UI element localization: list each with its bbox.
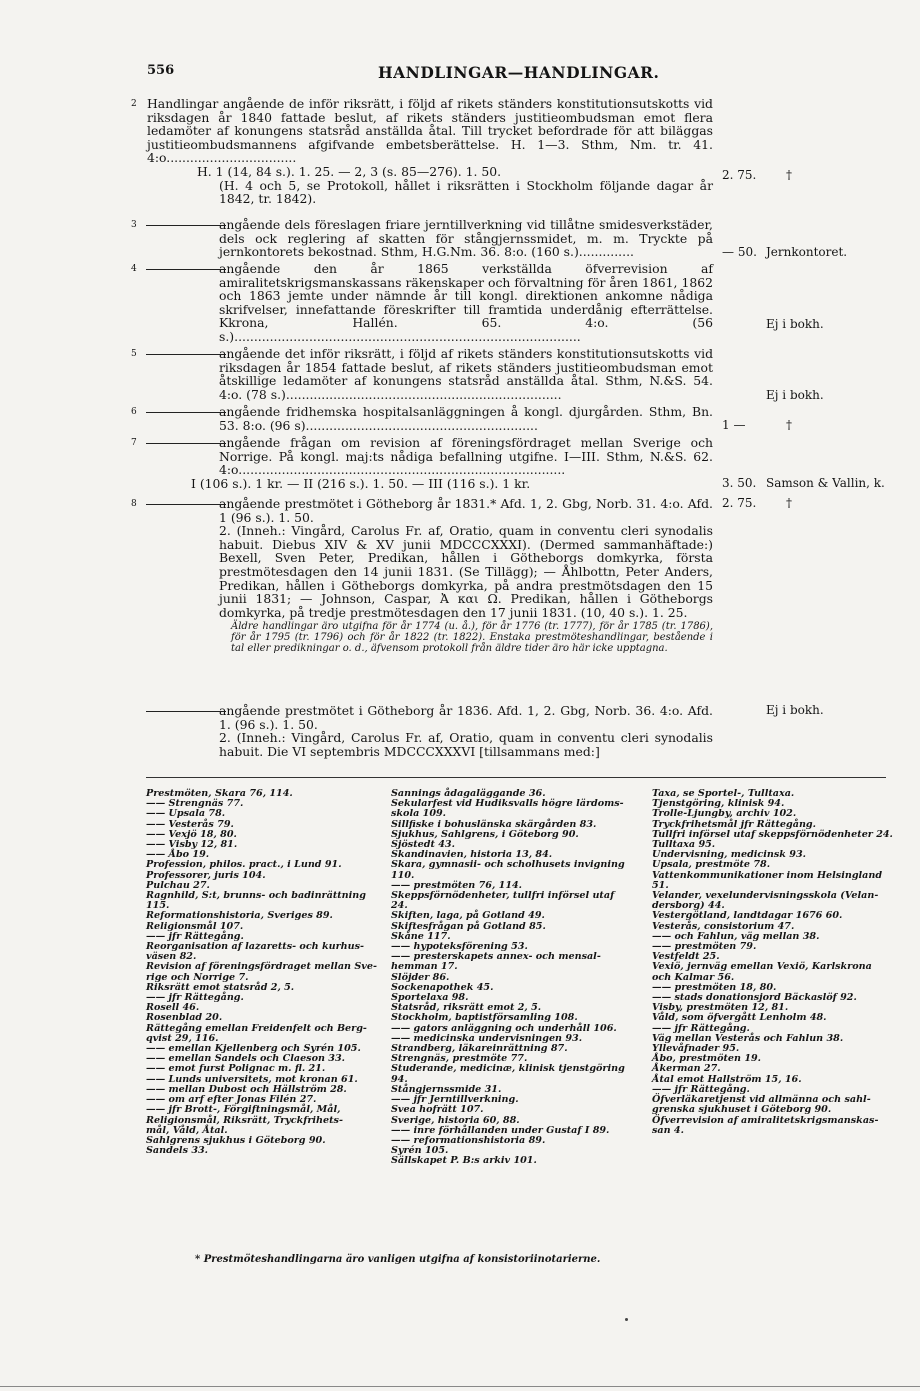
index-entry: Visby, prestmöten 12, 81.	[652, 1002, 789, 1014]
index-entry: Väg mellan Vesterås och Fahlun 38.	[652, 1032, 844, 1044]
entry-6	[131, 405, 886, 435]
index-entry: Skandinavien, historia 13, 84.	[391, 849, 553, 861]
entry-price: 2. 75.	[722, 168, 757, 182]
index-entry: Tulltaxa 95.	[652, 839, 716, 851]
index-entry: —— om arf efter Jonas Filén 27.	[146, 1094, 317, 1106]
index-entry: väsen 82.	[146, 951, 197, 963]
index-entry: dersborg) 44.	[652, 900, 725, 912]
entry-dealer: Ej i bokh.	[766, 317, 824, 331]
index-entry: hemman 17.	[391, 961, 458, 973]
index-entry: qvist 29, 116.	[146, 1032, 219, 1044]
index-entry: —— jfr Brott-, Förgiftningsmål, Mål,	[146, 1104, 341, 1116]
index-entry: Profession, philos. pract., i Lund 91.	[146, 859, 342, 871]
ditto-dash	[146, 412, 226, 413]
index-entry: —— jfr Rättegång.	[652, 1022, 750, 1034]
index-entry: —— emellan Kjellenberg och Syrén 105.	[146, 1043, 361, 1055]
index-entry: Studerande, medicinæ, klinisk tjenstgöring	[391, 1063, 625, 1075]
running-head: HANDLINGAR—HANDLINGAR.	[378, 63, 660, 82]
index-entry: Vattenkommunikationer inom Helsingland	[652, 869, 883, 881]
index-entry: Sahlgrens sjukhus i Göteborg 90.	[146, 1134, 326, 1146]
index-entry: —— prestmöten 79.	[652, 941, 757, 953]
entry-number: 5	[131, 349, 137, 359]
index-entry: —— Vesterås 79.	[146, 818, 234, 830]
index-entry: —— emellan Sandels och Claeson 33.	[146, 1053, 345, 1065]
index-entry: mål, Våld, Åtal.	[146, 1124, 228, 1136]
entry-price: 1 —	[722, 418, 746, 432]
index-entry: —— jfr Rättegång.	[146, 930, 244, 942]
footnote: * Prestmöteshandlingarna äro vanligen utgifna af konsistoriinotarierne.	[195, 1254, 601, 1265]
entry-sub-note: (H. 4 och 5, se Protokoll, hållet i riksrätten i Stockholm följande dagar år 1842, tr. 1842).	[219, 177, 713, 207]
index-entry: Riksrätt emot statsråd 2, 5.	[146, 981, 295, 993]
entry-dealer: Ej i bokh.	[766, 703, 824, 717]
index-entry: Syrén 105.	[391, 1145, 449, 1157]
index-entry: —— hypoteksförening 53.	[391, 941, 528, 953]
index-entry: —— jfr Rättegång.	[652, 1083, 750, 1095]
index-entry: 115.	[146, 900, 170, 912]
index-entry: Statsråd, riksrätt emot 2, 5.	[391, 1002, 542, 1014]
index-entry: Sverige, historia 60, 88.	[391, 1114, 520, 1126]
entry-sub: I (106 s.). 1 kr. — II (216 s.). 1. 50. — III (116 s.). 1 kr.	[191, 475, 531, 491]
index-entry: Reformationshistoria, Sveriges 89.	[146, 910, 333, 922]
index-entry: Skiften, laga, på Gotland 49.	[391, 910, 545, 922]
index-entry: Stockholm, baptistförsamling 108.	[391, 1012, 578, 1024]
entry-5	[131, 347, 886, 404]
index-entry: —— Upsala 78.	[146, 808, 226, 820]
index-entry: Reorganisation af lazaretts- och kurhus-	[146, 941, 365, 953]
page-edge	[0, 1386, 920, 1387]
ditto-dash	[146, 443, 226, 444]
entry-number: 6	[131, 407, 137, 417]
entry-note: Äldre handlingar äro utgifna för år 1774 (u. å.), för år 1776 (tr. 1777), för år 1785 (tr. 1786), för år 1795 (tr. 1796) och för år 1822 (tr. 1822). Enstaka prestmöteshandlingar, bestående i tal eller predikningar o. d., äfvensom protokoll från äldre tider äro här icke upptagna.	[231, 621, 713, 655]
index-entry: Upsala, prestmöte 78.	[652, 859, 771, 871]
index-entry: Slöjder 86.	[391, 971, 450, 983]
index-entry: Religionsmål 107.	[146, 920, 244, 932]
ditto-dash	[146, 711, 226, 712]
index-entry: Vestergötland, landtdagar 1676 60.	[652, 910, 843, 922]
index-entry: Svea hofrätt 107.	[391, 1104, 484, 1116]
index-entry: Ragnhild, S:t, brunns- och badinrättning	[146, 890, 366, 902]
index-entry: Skeppsförnödenheter, tullfri införsel utaf	[391, 890, 615, 902]
index-entry: Trolle-Ljungby, archiv 102.	[652, 808, 797, 820]
index-entry: —— gators anläggning och underhåll 106.	[391, 1022, 617, 1034]
index-entry: Åbo, prestmöten 19.	[652, 1053, 762, 1065]
index-entry: Sjöstedt 43.	[391, 839, 455, 851]
index-entry: 24.	[391, 900, 408, 912]
entry-dealer: †	[786, 168, 792, 182]
entry-4	[131, 262, 886, 346]
entry-dealer: Jernkontoret.	[766, 245, 848, 259]
index-entry: —— och Fahlun, väg mellan 38.	[652, 930, 820, 942]
ditto-dash	[146, 354, 226, 355]
entry-text: angående frågan om revision af föreningsfördraget mellan Sverige och Norrige. På kongl. maj:ts nådiga befallning utgifne. I—III. Sthm, N.&S. 62. 4:o...................................................................................	[219, 435, 713, 478]
entry-3	[131, 218, 886, 261]
ditto-dash	[146, 269, 226, 270]
index-entry: Tjenstgöring, klinisk 94.	[652, 798, 785, 810]
entry-dealer: Samson & Vallin, k.	[766, 476, 885, 490]
index-entry: —— reformationshistoria 89.	[391, 1134, 546, 1146]
entry-sub: 2. (Inneh.: Vingård, Carolus Fr. af, Oratio, quam in conventu cleri synodalis habuit. Diebus XIV & XV junii MDCCCXXXI). (Dermed sammanhäftade:) Bexell, Sven Peter, Predikan, hållen i Götheborgs domkyrka, första prestmötesdagen den 14 junii 1831. (Se Tillägg); — Åhlbottn, Peter Anders, Predikan, hållen i Götheborgs domkyrka, på andra prestmötsdagen den 15 junii 1831; — Johnson, Caspar, Ἀ και Ω. Predikan, hållen i Götheborgs domkyrka, på tredje prestmötesdagen den 17 junii 1831. (10, 40 s.). 1. 25.	[219, 523, 713, 620]
index-entry: —— inre förhållanden under Gustaf I 89.	[391, 1124, 610, 1136]
index-entry: Sällskapet P. B:s arkiv 101.	[391, 1155, 537, 1167]
index-entry: Skiftesfrågan på Gotland 85.	[391, 920, 546, 932]
index-entry: 110.	[391, 869, 415, 881]
index-entry: Skåne 117.	[391, 930, 451, 942]
index-entry: Strandberg, läkareinrättning 87.	[391, 1043, 568, 1055]
entry-8	[131, 497, 886, 703]
index-entry: —— Visby 12, 81.	[146, 839, 238, 851]
index-entry: —— prestmöten 76, 114.	[391, 879, 523, 891]
index-entry: Vestfeldt 25.	[652, 951, 720, 963]
entry-text: angående prestmötet i Götheborg år 1831.* Afd. 1, 2. Gbg, Norb. 31. 4:o. Afd. 1 (96 s.). 1. 50.	[219, 496, 713, 525]
index-column-1	[146, 789, 382, 1156]
index-entry: Taxa, se Sportel-, Tulltaxa.	[652, 788, 795, 799]
entry-number: 7	[131, 438, 137, 448]
page-number: 556	[147, 63, 175, 78]
index-entry: san 4.	[652, 1124, 684, 1136]
index-entry: —— Åbo 19.	[146, 849, 210, 861]
index-entry: Rosell 46.	[146, 1002, 200, 1014]
index-entry: Professorer, juris 104.	[146, 869, 266, 881]
entry-text: angående dels föreslagen friare jerntillverkning vid tillåtne smidesverkstäder, dels ock reglering af skatten för stångjernssmidet, m. m. Tryckte på jernkontorets bekostnad. Sthm, H.G.Nm. 36. 8:o. (160 s.)..............	[219, 217, 713, 260]
entry-price: — 50.	[722, 245, 757, 259]
index-column-2	[391, 789, 641, 1167]
index-entry: Tullfri införsel utaf skeppsförnödenheter 24.	[652, 828, 893, 840]
entry-sub: 2. (Inneh.: Vingård, Carolus Fr. af, Oratio, quam in conventu cleri synodalis habuit. Die VI septembris MDCCCXXXVI [tillsammans med:]	[219, 730, 713, 759]
index-entry: Yllevåfnader 95.	[652, 1043, 740, 1055]
index-entry: —— stads donationsjord Bäckaslöf 92.	[652, 992, 857, 1004]
entry-sub: H. 1 (14, 84 s.). 1. 25. — 2, 3 (s. 85—276). 1. 50.	[197, 163, 502, 179]
index-entry: Sportelaxa 98.	[391, 992, 469, 1004]
index-entry: —— Lunds universitets, mot kronan 61.	[146, 1073, 358, 1085]
entry-dealer: †	[786, 418, 792, 432]
index-entry: skola 109.	[391, 808, 447, 820]
print-speck	[625, 1318, 628, 1321]
index-entry: —— emot furst Polignac m. fl. 21.	[146, 1063, 326, 1075]
index-entry: Revision af föreningsfördraget mellan Sve-	[146, 961, 377, 973]
index-entry: Våld, som öfvergått Lenholm 48.	[652, 1012, 827, 1024]
entry-text: angående det inför riksrätt, i följd af rikets ständers konstitutionsutskotts vid riksdagen år 1854 fattade beslut, af rikets ständers justitieombudsman emot åtskillige ledamöter af konungens statsråd anställda åtal. Sthm, N.&S. 54. 4:o. (78 s.)......................................................................	[219, 346, 713, 402]
index-entry: —— mellan Dubost och Hällström 28.	[146, 1083, 347, 1095]
index-entry: Vesterås, consistorium 47.	[652, 920, 795, 932]
entry-dealer: †	[786, 496, 792, 510]
index-entry: Vexiö, jernväg emellan Vexiö, Karlskrona	[652, 961, 872, 973]
index-entry: Sannings ådagaläggande 36.	[391, 788, 546, 799]
index-entry: —— jfr Rättegång.	[146, 992, 244, 1004]
ditto-dash	[146, 225, 226, 226]
index-entry: rige och Norrige 7.	[146, 971, 249, 983]
entry-number: 8	[131, 499, 137, 509]
entry-2	[131, 97, 886, 217]
entry-9	[131, 704, 886, 764]
entry-text: angående prestmötet i Götheborg år 1836. Afd. 1, 2. Gbg, Norb. 36. 4:o. Afd. 1. (96 s.). 1. 50.	[219, 703, 713, 732]
index-entry: Skara, gymnasii- och scholhusets invigning	[391, 859, 625, 871]
bibliography-entries	[131, 97, 886, 765]
entry-number: 4	[131, 264, 137, 274]
index-entry: Åkerman 27.	[652, 1063, 721, 1075]
entry-7	[131, 436, 886, 496]
ditto-dash	[146, 504, 226, 505]
index-entry: —— prestmöten 18, 80.	[652, 981, 777, 993]
index-entry: Sjukhus, Sahlgrens, i Göteborg 90.	[391, 828, 579, 840]
entry-price: 3. 50.	[722, 476, 757, 490]
index-entry: —— presterskapets annex- och mensal-	[391, 951, 601, 963]
index-entry: —— jfr Jerntillverkning.	[391, 1094, 519, 1106]
index-entry: Strengnäs, prestmöte 77.	[391, 1053, 528, 1065]
index-entry: Prestmöten, Skara 76, 114.	[146, 788, 293, 799]
index-divider	[146, 777, 886, 778]
entry-number: 2	[131, 99, 137, 109]
index-entry: 51.	[652, 879, 669, 891]
index-entry: Sekularfest vid Hudiksvalls högre lärdoms-	[391, 798, 624, 810]
index-entry: —— medicinska undervisningen 93.	[391, 1032, 583, 1044]
entry-price: 2. 75.	[722, 496, 757, 510]
index-entry: Sillfiske i bohuslänska skärgården 83.	[391, 818, 597, 830]
entry-text: angående fridhemska hospitalsanläggningen å kongl. djurgården. Sthm, Bn. 53. 8:o. (96 s)...........................................................	[219, 404, 713, 433]
index-entry: —— Strengnäs 77.	[146, 798, 244, 810]
index-entry: Stångjernssmide 31.	[391, 1083, 502, 1095]
entry-number: 3	[131, 220, 137, 230]
index-entry: Sockenapothek 45.	[391, 981, 494, 993]
index-entry: Sandels 33.	[146, 1145, 209, 1157]
index-entry: Öfverrevision af amiralitetskrigsmanskas-	[652, 1114, 879, 1126]
index-entry: Velander, vexelundervisningsskola (Velan-	[652, 890, 879, 902]
index-entry: Undervisning, medicinsk 93.	[652, 849, 806, 861]
index-entry: Rättegång emellan Freidenfelt och Berg-	[146, 1022, 367, 1034]
index-entry: Religionsmål, Riksrätt, Tryckfrihets-	[146, 1114, 343, 1126]
index-entry: Rosenblad 20.	[146, 1012, 223, 1024]
entry-dealer: Ej i bokh.	[766, 388, 824, 402]
index-entry: Åtal emot Hallström 15, 16.	[652, 1073, 802, 1085]
entry-text: Handlingar angående de inför riksrätt, i följd af rikets ständers konstitutionsutskotts vid riksdagen år 1840 fattade beslut, af rikets ständers justitieombudsman emot flera ledamöter af konungens statsråd anställda åtal. Till trycket befordrade för att biläggas justitieombudsmannens afgifvande embetsberättelse. H. 1—3. Sthm, Nm. tr. 41. 4:o.................................	[147, 96, 713, 166]
index-entry: och Kalmar 56.	[652, 971, 735, 983]
index-entry: Öfverläkaretjenst vid allmänna och sahl-	[652, 1094, 871, 1106]
index-entry: 94.	[391, 1073, 408, 1085]
index-entry: grenska sjukhuset i Göteborg 90.	[652, 1104, 832, 1116]
entry-text: angående den år 1865 verkställda öfverrevision af amiralitetskrigsmanskassans räkenskaper och förvaltning för åren 1861, 1862 och 1863 jemte under nämnde år till kongl. direktionen ankomne nådiga skrifvelser, innefattande föreskrifter till framtida underdånig efterrättelse. Kkrona, Hallén. 65. 4:o. (56 s.)........................................................................................	[219, 261, 713, 344]
index-entry: Tryckfrihetsmål jfr Rättegång.	[652, 818, 816, 830]
index-entry: —— Vexjö 18, 80.	[146, 828, 237, 840]
index-column-3	[652, 788, 893, 1136]
index-entry: Pulchau 27.	[146, 879, 210, 891]
